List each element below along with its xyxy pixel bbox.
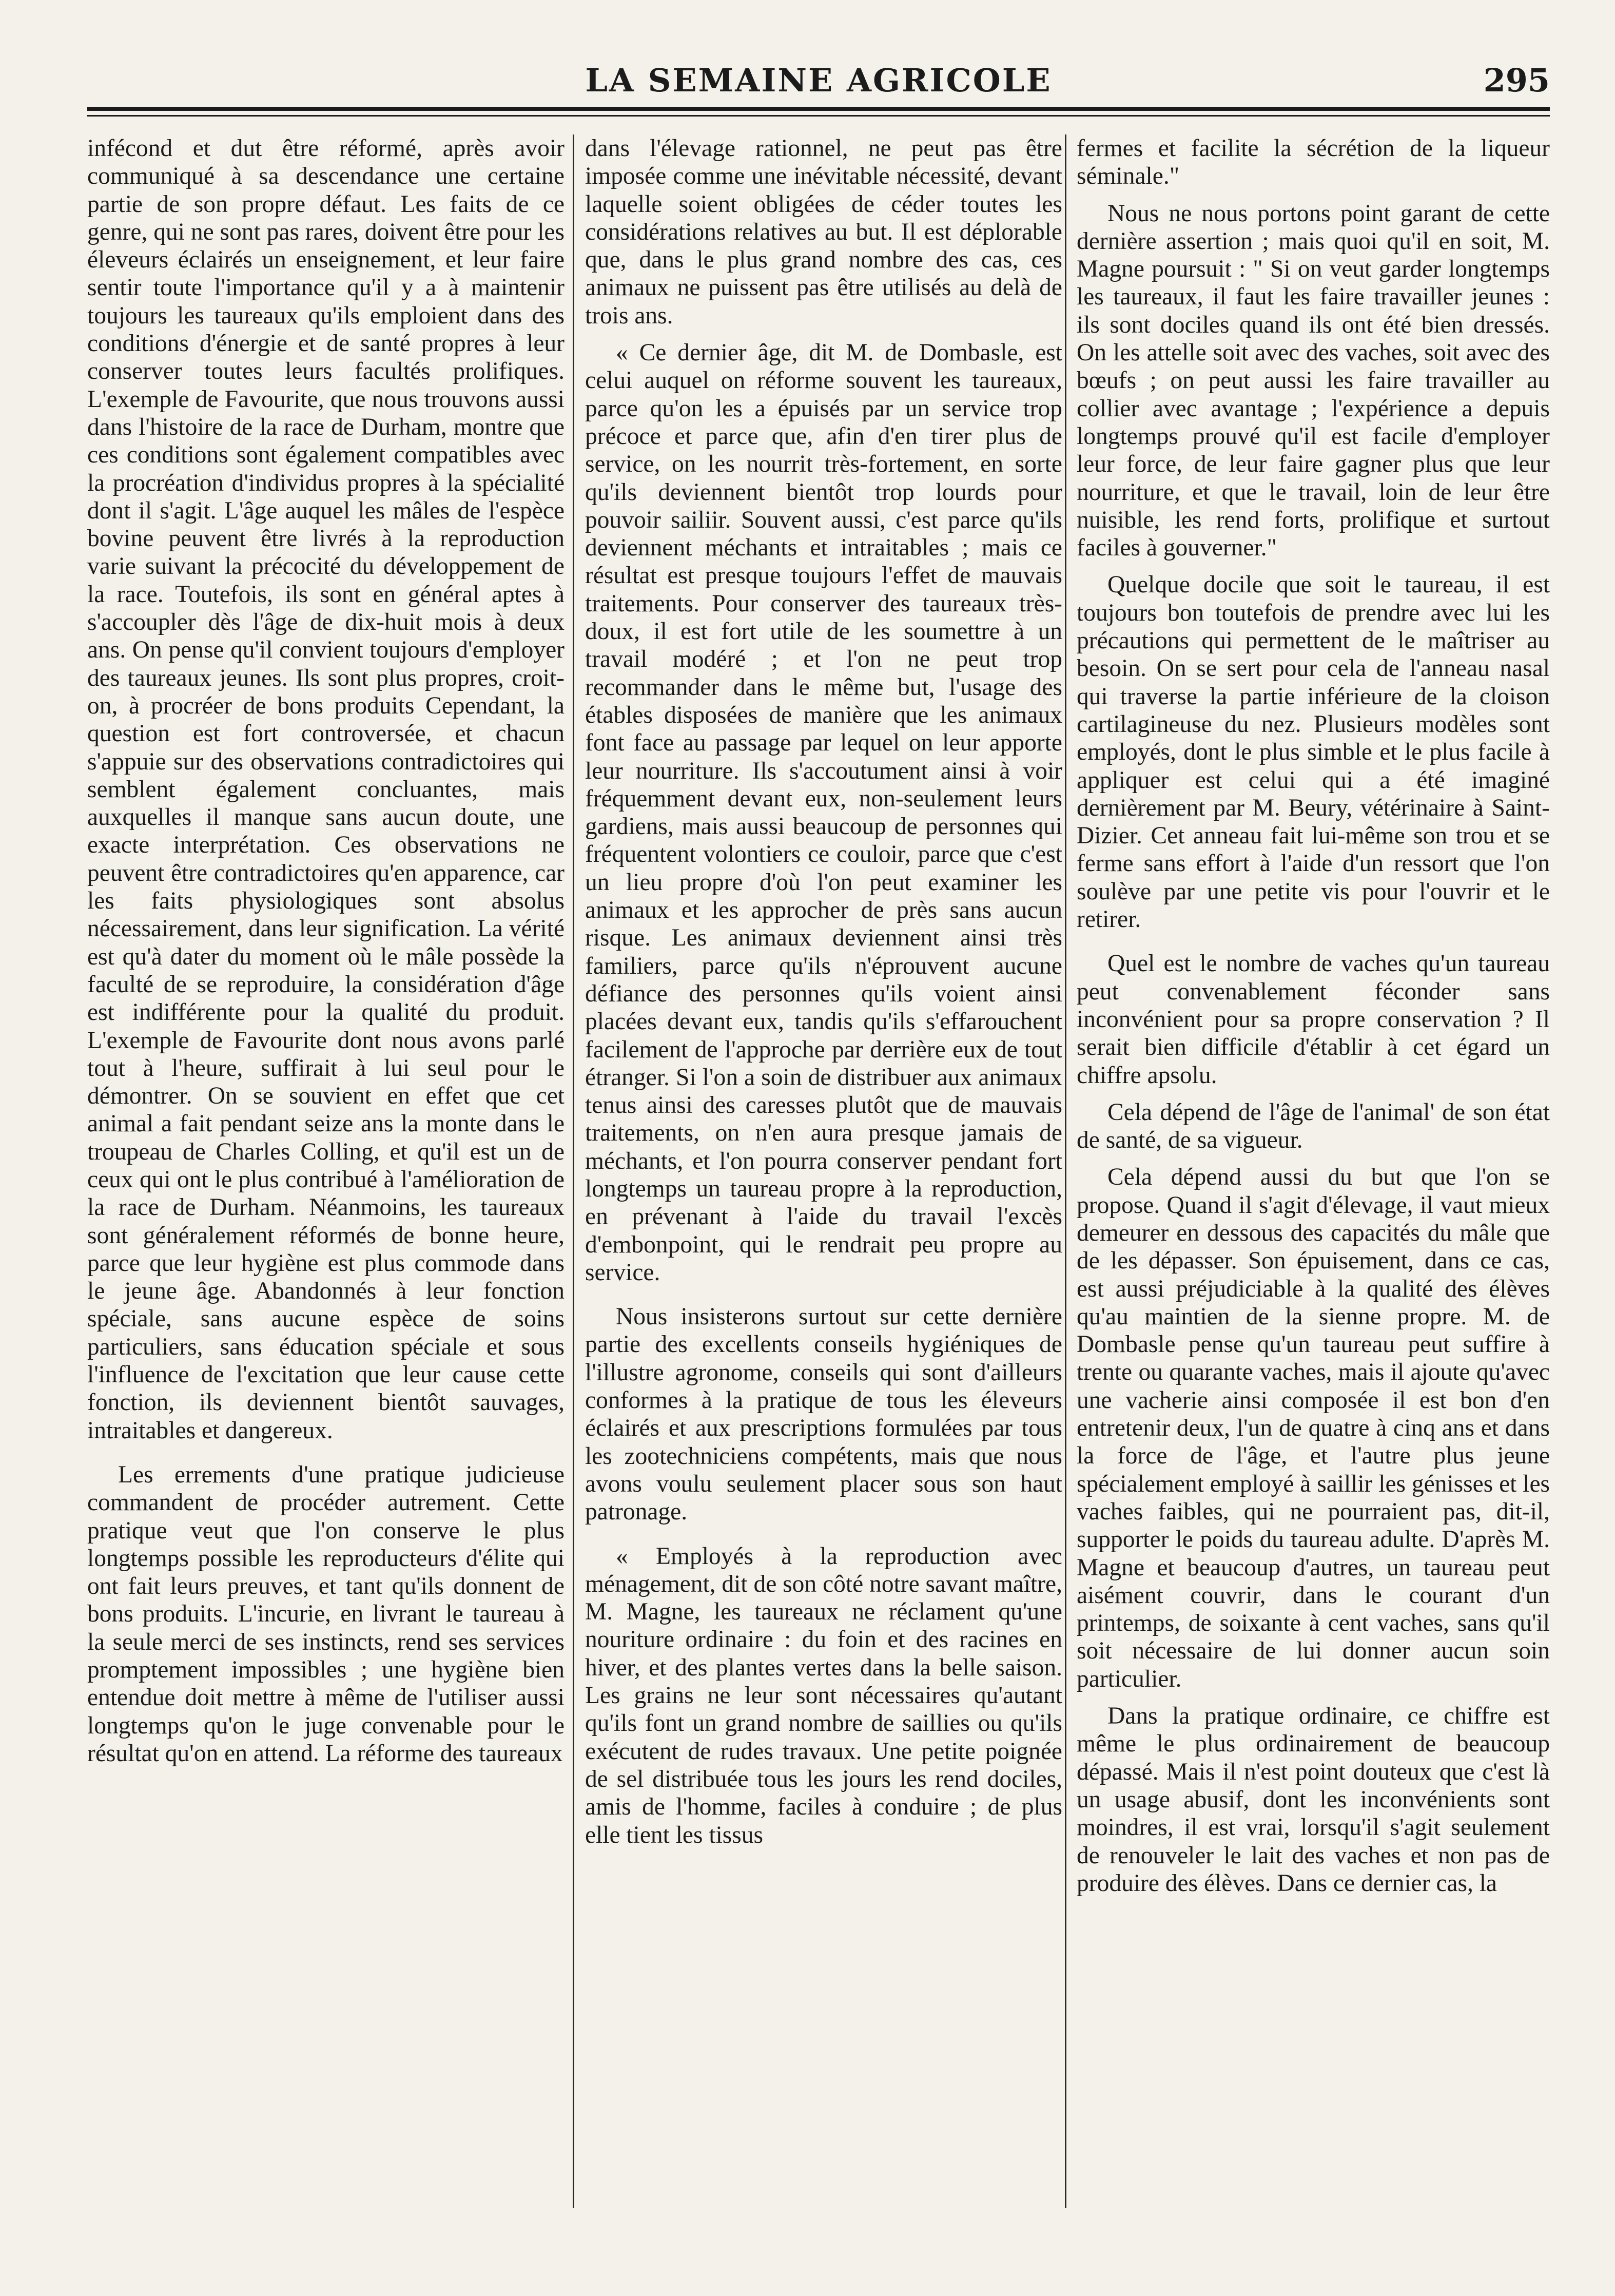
paragraph: Dans la pratique ordinaire, ce chiffre est même le plus ordinairement de beaucoup dépassé. Mais il n'est point douteux que c'est là un usage abusif, dont les inconvénients sont moindres, il est vrai, lorsqu'il s'agit seulement de renouveler le lait des vaches et non pas de produire des élèves. Dans ce dernier cas, la — [1077, 1703, 1550, 1897]
paragraph: fermes et facilite la sécrétion de la liqueur séminale." — [1077, 135, 1550, 190]
running-header — [87, 62, 1550, 113]
paragraph: Quel est le nombre de vaches qu'un taureau peut convenablement féconder sans inconvénient pour sa propre conservation ? Il serait bien difficile d'établir à cet égard un chiffre apsolu. — [1077, 950, 1550, 1089]
text-column-3 — [1077, 134, 1550, 2208]
text-column-1 — [87, 134, 565, 2208]
header-rule-thick — [87, 107, 1550, 111]
paragraph: Nous ne nous portons point garant de cette dernière assertion ; mais quoi qu'il en soit, M. Magne poursuit : " Si on veut garder longtemps les taureaux, il faut les faire travailler jeunes : ils sont dociles quand ils ont été bien dressés. On les attelle soit avec des vaches, soit avec des bœufs ; on peut aussi les faire travailler au collier avec avantage ; l'expérience a depuis longtemps prouvé qu'il est facile d'employer leur force, de leur faire gagner plus que leur nourriture, et que le travail, loin de leur être nuisible, les rend forts, prolifique et surtout faciles à gouverner." — [1077, 200, 1550, 562]
paragraph: dans l'élevage rationnel, ne peut pas être imposée comme une inévitable nécessité, devant laquelle soient obligées de céder toutes les considérations relatives au but. Il est déplorable que, dans le plus grand nombre des cas, ces animaux ne puissent pas être utilisés au delà de trois ans. — [585, 135, 1062, 329]
paragraph: « Ce dernier âge, dit M. de Dombasle, est celui auquel on réforme souvent les taureaux, parce qu'on les a épuisés par un service trop précoce et parce que, afin d'en tirer plus de service, on les nourrit très-fortement, en sorte qu'ils deviennent bientôt trop lourds pour pouvoir sailiir. Souvent aussi, c'est parce qu'ils deviennent méchants et intraitables ; mais ce résultat est presque toujours l'effet de mauvais traitements. Pour conserver des taureaux très-doux, il est fort utile de les soumettre à un travail modéré ; et l'on ne peut trop recommander dans le même but, l'usage des étables disposées de manière que les animaux font face au passage par lequel on leur apporte leur nourriture. Ils s'accoutument ainsi à voir fréquemment devant eux, non-seulement leurs gardiens, mais aussi beaucoup de personnes qui fréquentent volontiers ce couloir, parce que c'est un lieu propre d'où l'on peut examiner les animaux et les approcher de près sans aucun risque. Les animaux deviennent ainsi très familiers, parce qu'ils n'éprouvent aucune défiance des personnes qu'ils voient ainsi placées devant eux, tandis qu'ils s'effarouchent facilement de l'approche par derrière eux de tout étranger. Si l'on a soin de distribuer aux animaux tenus ainsi des caresses plutôt que de mauvais traitements, on n'en aura presque jamais de méchants, et l'on pourra conserver pendant fort longtemps un taureau propre à la reproduction, en prévenant à l'aide du travail l'excès d'embonpoint, qui le rendrait peu propre au service. — [585, 339, 1062, 1286]
paragraph: « Employés à la reproduction avec ménagement, dit de son côté notre savant maître, M. Magne, les taureaux ne réclament qu'une nouriture ordinaire : du foin et des racines en hiver, et des plantes vertes dans la belle saison. Les grains ne leur sont nécessaires qu'autant qu'ils font un grand nombre de saillies ou qu'ils exécutent de rudes travaux. Une petite poignée de sel distribuée tous les jours les rend dociles, amis de l'homme, faciles à conduire ; de plus elle tient les tissus — [585, 1542, 1062, 1848]
paragraph: Cela dépend aussi du but que l'on se propose. Quand il s'agit d'élevage, il vaut mieux demeurer en dessous des capacités du mâle que de les dépasser. Son épuisement, dans ce cas, est aussi préjudiciable à la qualité des élèves qu'au maintien de la sienne propre. M. de Dombasle pense qu'un taureau peut suffire à trente ou quarante vaches, mais il ajoute qu'avec une vacherie ainsi composée il est bon d'en entretenir deux, l'un de quatre à cinq ans et dans la force de l'âge, et l'autre plus jeune spécialement employé à saillir les génisses et les vaches faibles, qui ne pourraient pas, dit-il, supporter le poids du taureau adulte. D'après M. Magne et beaucoup d'autres, un taureau peut aisément couvrir, dans le courant d'un printemps, de soixante à cent vaches, sans qu'il soit nécessaire de lui donner aucun soin particulier. — [1077, 1164, 1550, 1692]
paragraph: Nous insisterons surtout sur cette dernière partie des excellents conseils hygiéniques de l'illustre agronome, conseils qui sont d'ailleurs conformes à la pratique de tous les éleveurs éclairés et aux prescriptions formulées par tous les zootechniciens compétents, mais que nous avons voulu seulement placer sous son haut patronage. — [585, 1303, 1062, 1526]
header-rule-thin — [87, 115, 1550, 117]
paragraph: Quelque docile que soit le taureau, il est toujours bon toutefois de prendre avec lui les précautions qui permettent de le maîtriser au besoin. On se sert pour cela de l'anneau nasal qui traverse la partie inférieure de la cloison cartilagineuse du nez. Plusieurs modèles sont employés, dont le plus simble et le plus facile à appliquer est celui qui a été imaginé dernièrement par M. Beury, vétérinaire à Saint-Dizier. Cet anneau fait lui-même son trou et se ferme sans effort à l'aide d'un ressort que l'on soulève par une petite vis pour l'ouvrir et le retirer. — [1077, 571, 1550, 933]
journal-title: LA SEMAINE AGRICOLE — [585, 62, 1052, 99]
text-column-2 — [585, 134, 1062, 2208]
paragraph: Les errements d'une pratique judicieuse commandent de procéder autrement. Cette pratique veut que l'on conserve le plus longtemps possible les reproducteurs d'élite qui ont fait leurs preuves, et tant qu'ils donnent de bons produits. L'incurie, en livrant le taureau à la seule merci de ses instincts, rend ses services promptement impossibles ; une hygiène bien entendue doit mettre à même de l'utiliser aussi longtemps qu'on le juge convenable pour le résultat qu'on en attend. La réforme des taureaux — [87, 1461, 565, 1767]
paragraph: infécond et dut être réformé, après avoir communiqué à sa descendance une certaine partie de son propre défaut. Les faits de ce genre, qui ne sont pas rares, doivent être pour les éleveurs éclairés un enseignement, et leur faire sentir toute l'importance qu'il y a à maintenir toujours les taureaux qu'ils emploient dans des conditions d'énergie et de santé propres à leur conserver toutes leurs facultés prolifiques. L'exemple de Favourite, que nous trouvons aussi dans l'histoire de la race de Durham, montre que ces conditions sont également compatibles avec la procréation d'individus propres à la spécialité dont il s'agit. L'âge auquel les mâles de l'espèce bovine peuvent être livrés à la reproduction varie suivant la précocité du développement de la race. Toutefois, ils sont en général aptes à s'accoupler dès l'âge de dix-huit mois à deux ans. On pense qu'il convient toujours d'employer des taureaux jeunes. Ils sont plus propres, croit-on, à procréer de bons produits Cependant, la question est fort controversée, et chacun s'appuie sur des observations contradictoires qui semblent également concluantes, mais auxquelles il manque sans aucun doute, une exacte interprétation. Ces observations ne peuvent être contradictoires qu'en apparence, car les faits physiologiques sont absolus nécessairement, dans leur signification. La vérité est qu'à dater du moment où le mâle possède la faculté de se reproduire, la considération d'âge est indifférente pour la qualité du produit. L'exemple de Favourite dont nous avons parlé tout à l'heure, suffirait à lui seul pour le démontrer. On se souvient en effet que cet animal a fait pendant seize ans la monte dans le troupeau de Charles Colling, et qu'il est un de ceux qui ont le plus contribué à l'amélioration de la race de Durham. Néanmoins, les taureaux sont généralement réformés de bonne heure, parce que leur hygiène est plus commode dans le jeune âge. Abandonnés à leur fonction spéciale, sans aucune espèce de soins particuliers, sans éducation spéciale et sous l'influence de l'excitation que leur cause cette fonction, ils deviennent bientôt sauvages, intraitables et dangereux. — [87, 135, 565, 1444]
column-divider — [573, 134, 574, 2208]
column-divider — [1065, 134, 1066, 2208]
page-number: 295 — [1483, 62, 1550, 99]
paragraph: Cela dépend de l'âge de l'animal' de son état de santé, de sa vigueur. — [1077, 1098, 1550, 1154]
